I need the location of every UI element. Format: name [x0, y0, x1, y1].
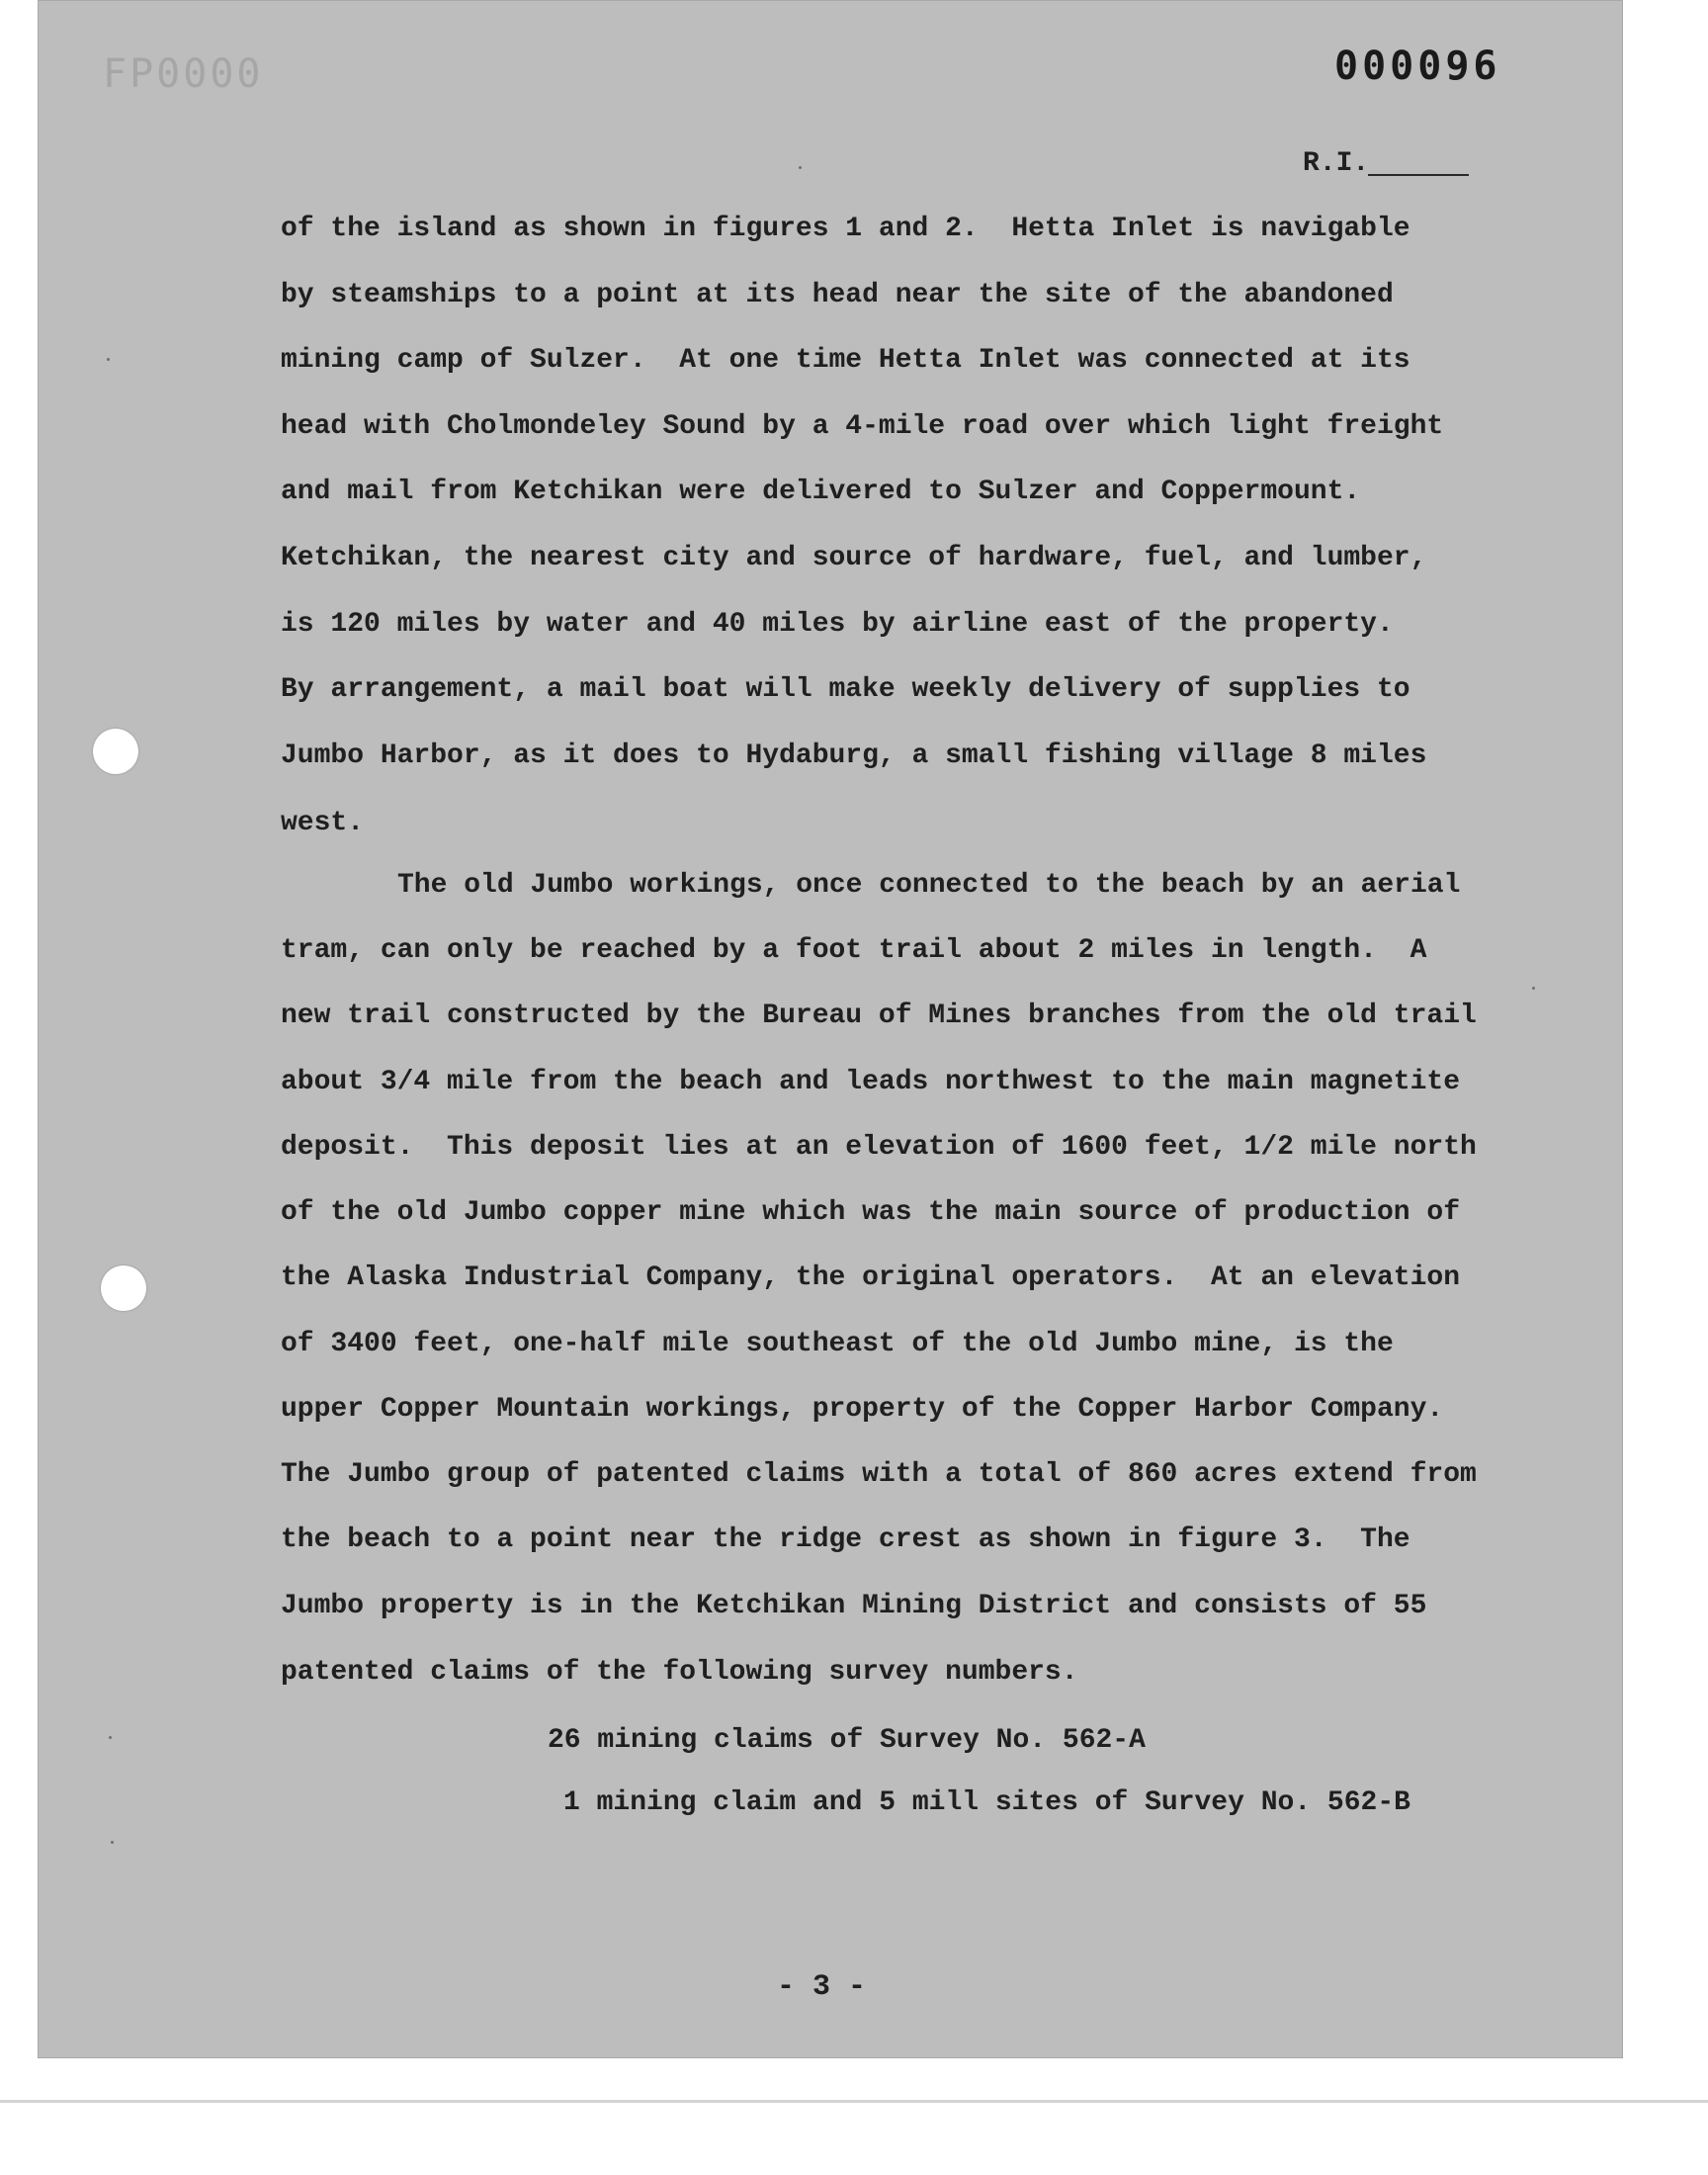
scan-speck — [1532, 987, 1535, 990]
text-line: tram, can only be reached by a foot trail about 2 miles in length. A — [281, 935, 1427, 966]
survey-claims-a: 26 mining claims of Survey No. 562-A — [548, 1725, 1146, 1756]
text-line: the Alaska Industrial Company, the original operators. At an elevation — [281, 1262, 1460, 1293]
ri-label: R.I. — [1303, 148, 1370, 179]
scan-speck — [107, 358, 110, 361]
text-line: by steamships to a point at its head near the site of the abandoned — [281, 280, 1394, 310]
text-line: By arrangement, a mail boat will make weekly delivery of supplies to — [281, 674, 1410, 705]
text-line: Jumbo Harbor, as it does to Hydaburg, a small fishing village 8 miles — [281, 740, 1427, 771]
text-line: new trail constructed by the Bureau of Mines branches from the old trail — [281, 1000, 1477, 1031]
survey-claims-b: 1 mining claim and 5 mill sites of Survey No. 562-B — [563, 1787, 1410, 1818]
punch-hole-lower — [101, 1265, 146, 1311]
scan-speck — [111, 1841, 114, 1844]
text-line: deposit. This deposit lies at an elevation of 1600 feet, 1/2 mile north — [281, 1132, 1477, 1163]
text-line: the beach to a point near the ridge crest as shown in figure 3. The — [281, 1524, 1410, 1555]
text-line: The old Jumbo workings, once connected to the beach by an aerial — [397, 870, 1461, 901]
scanner-edge — [0, 2100, 1708, 2103]
text-line: Jumbo property is in the Ketchikan Mining District and consists of 55 — [281, 1591, 1427, 1621]
text-line: is 120 miles by water and 40 miles by airline east of the property. — [281, 609, 1394, 640]
text-line: of the old Jumbo copper mine which was the main source of production of — [281, 1197, 1460, 1228]
document-number: 000096 — [1334, 44, 1501, 89]
text-line: patented claims of the following survey numbers. — [281, 1657, 1078, 1688]
text-line: west. — [281, 808, 365, 838]
text-line: and mail from Ketchikan were delivered to Sulzer and Coppermount. — [281, 477, 1361, 507]
scan-speck — [109, 1736, 112, 1739]
text-line: Ketchikan, the nearest city and source of hardware, fuel, and lumber, — [281, 543, 1427, 573]
text-line: of the island as shown in figures 1 and 2. Hetta Inlet is navigable — [281, 214, 1410, 244]
text-line: The Jumbo group of patented claims with a total of 860 acres extend from — [281, 1459, 1477, 1490]
text-line: about 3/4 mile from the beach and leads northwest to the main magnetite — [281, 1067, 1460, 1097]
scan-speck — [799, 166, 802, 169]
text-line: upper Copper Mountain workings, property of the Copper Harbor Company. — [281, 1394, 1444, 1425]
punch-hole-upper — [93, 729, 138, 774]
text-line: head with Cholmondeley Sound by a 4-mile road over which light freight — [281, 411, 1444, 442]
text-line: of 3400 feet, one-half mile southeast of the old Jumbo mine, is the — [281, 1329, 1394, 1359]
page-number: - 3 - — [777, 1970, 867, 2004]
ri-blank-line — [1368, 174, 1469, 176]
faint-stamp: FP0000 — [103, 51, 264, 97]
text-line: mining camp of Sulzer. At one time Hetta Inlet was connected at its — [281, 345, 1410, 376]
